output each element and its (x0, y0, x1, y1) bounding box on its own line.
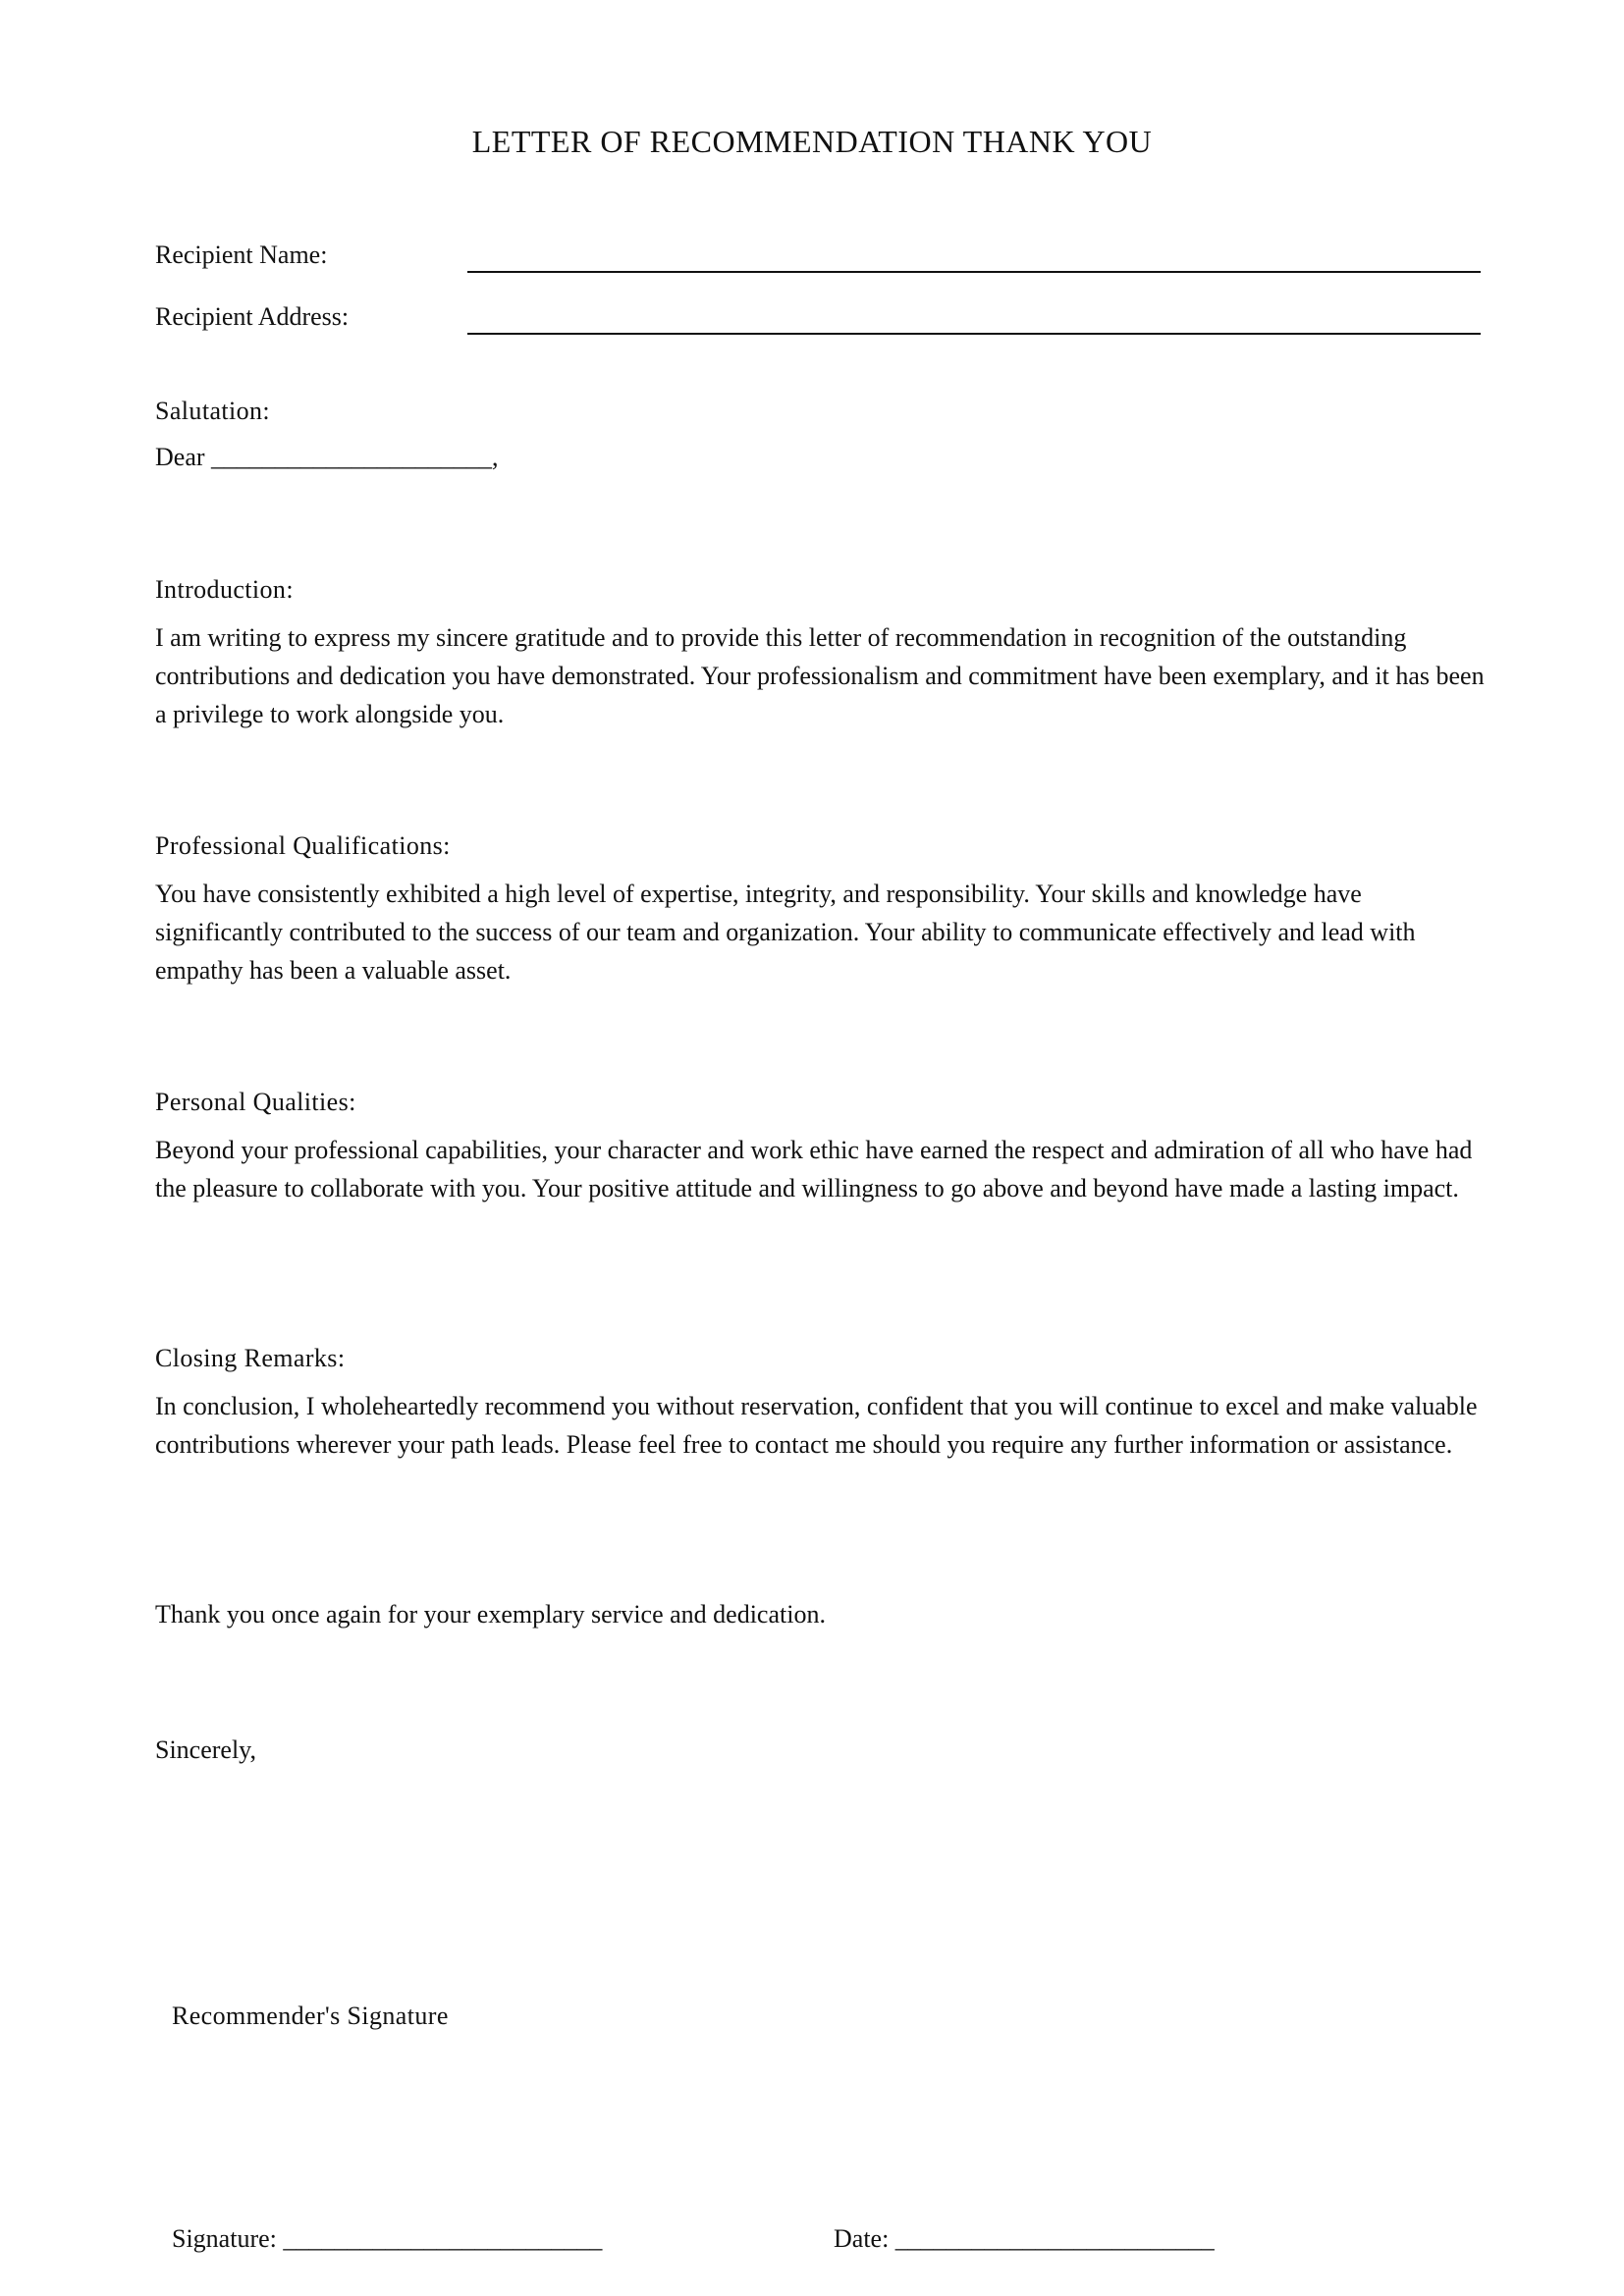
closing-remarks-heading: Closing Remarks: (155, 1344, 346, 1372)
closing-remarks-paragraph: In conclusion, I wholeheartedly recommend you without reservation, confident that you will continue to excel and make valuable contributions wherever your path leads. Please feel free to contact me should you require any further information or assistance. (155, 1392, 1478, 1459)
signature-heading: Recommender's Signature (172, 2002, 449, 2030)
recipient-name-field (155, 238, 1481, 277)
recipient-address-line[interactable] (467, 333, 1481, 335)
recipient-address-label: Recipient Address: (155, 302, 350, 331)
recipient-name-label: Recipient Name: (155, 240, 328, 269)
introduction-heading: Introduction: (155, 575, 294, 604)
qualifications-heading: Professional Qualifications: (155, 831, 451, 860)
document-title: LETTER OF RECOMMENDATION THANK YOU (471, 124, 1153, 159)
personal-qualities-paragraph: Beyond your professional capabilities, your character and work ethic have earned the respect and admiration of all who have had the pleasure to collaborate with you. Your positive attitude and willingness to go above and beyond have made a lasting impact. (155, 1136, 1473, 1202)
salutation-heading: Salutation: (155, 397, 271, 425)
qualifications-paragraph: You have consistently exhibited a high level of expertise, integrity, and responsibility. Your skills and knowledge have significantly contributed to the success of our team and organization. Your ability to communicate effectively and lead with empathy has been a valuable asset. (155, 880, 1416, 985)
salutation-line: Dear ______________________, (155, 443, 499, 471)
date-field[interactable]: Date: _________________________ (834, 2224, 1215, 2253)
sign-off: Sincerely, (155, 1735, 256, 1764)
personal-qualities-heading: Personal Qualities: (155, 1088, 356, 1116)
introduction-paragraph: I am writing to express my sincere gratitude and to provide this letter of recommendation in recognition of the outstanding contributions and dedication you have demonstrated. Your professionalism and commitment have been exemplary, and it has been a privilege to work alongside you. (155, 623, 1485, 728)
signature-field[interactable]: Signature: _________________________ (172, 2224, 603, 2253)
recipient-address-field (155, 299, 1481, 339)
recipient-name-line[interactable] (467, 271, 1481, 273)
thank-you-line: Thank you once again for your exemplary service and dedication. (155, 1600, 826, 1629)
